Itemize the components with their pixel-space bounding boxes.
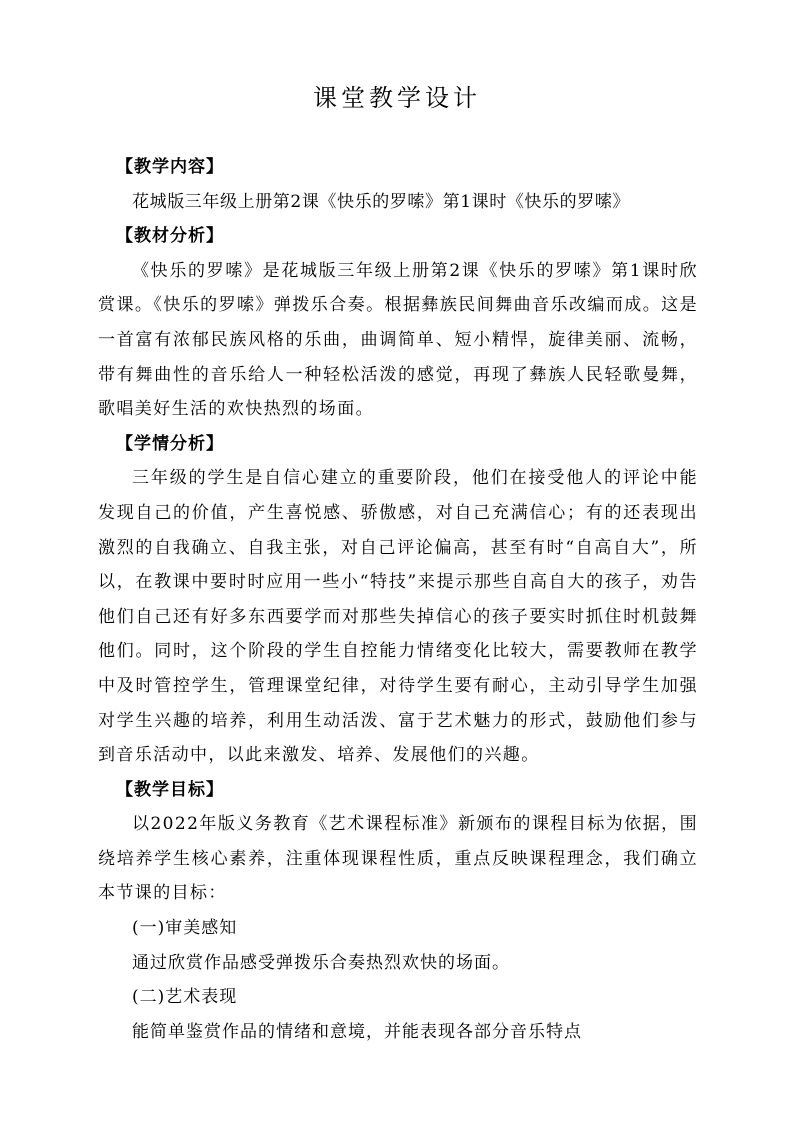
- section-heading-students: 【学情分析】: [116, 433, 224, 454]
- goal-item-label: (一)审美感知: [132, 918, 238, 939]
- section-heading-material: 【教材分析】: [116, 226, 224, 247]
- goal-item-text: 通过欣赏作品感受弹拨乐合奏热烈欢快的场面。: [132, 952, 510, 973]
- goal-item-text: 能简单鉴赏作品的情绪和意境，并能表现各部分音乐特点: [132, 1021, 582, 1042]
- section-text-material: 《快乐的罗嗦》是花城版三年级上册第2课《快乐的罗嗦》第1课时欣赏课。《快乐的罗嗦》弹拨乐合奏。根据彝族民间舞曲音乐改编而成。这是一首富有浓郁民族风格的乐曲，曲调简单、短小精悍，旋律美丽、流畅，带有舞曲性的音乐给人一种轻松活泼的感觉，再现了彝族人民轻歌曼舞，歌唱美好生活的欢快热烈的场面。: [98, 260, 698, 420]
- section-heading-content: 【教学内容】: [116, 157, 224, 177]
- goal-item-label: (二)艺术表现: [132, 987, 238, 1008]
- section-heading-goals: 【教学目标】: [116, 779, 224, 800]
- section-text-content: 花城版三年级上册第2课《快乐的罗嗦》第1课时《快乐的罗嗦》: [132, 191, 631, 212]
- section-text-students: 三年级的学生是自信心建立的重要阶段，他们在接受他人的评论中能发现自己的价值，产生喜悦感、骄傲感，对自己充满信心；有的还表现出激烈的自我确立、自我主张，对自己评论偏高，甚至有时“自高自大”，所以，在教课中要时时应用一些小“特技”来提示那些自高自大的孩子，劝告他们自己还有好多东西要学而对那些失掉信心的孩子要实时抓住时机鼓舞他们。同时，这个阶段的学生自控能力情绪变化比较大，需要教师在教学中及时管控学生，管理课堂纪律，对待学生要有耐心，主动引导学生加强对学生兴趣的培养，利用生动活泼、富于艺术魅力的形式，鼓励他们参与到音乐活动中，以此来激发、培养、发展他们的兴趣。: [98, 468, 698, 766]
- page-title: 课堂教学设计: [313, 84, 481, 112]
- section-text-goals: 以2022年版义务教育《艺术课程标准》新颁布的课程目标为依据，围绕培养学生核心素养，注重体现课程性质，重点反映课程理念，我们确立本节课的目标：: [98, 814, 698, 904]
- document-body: [98, 150, 698, 1049]
